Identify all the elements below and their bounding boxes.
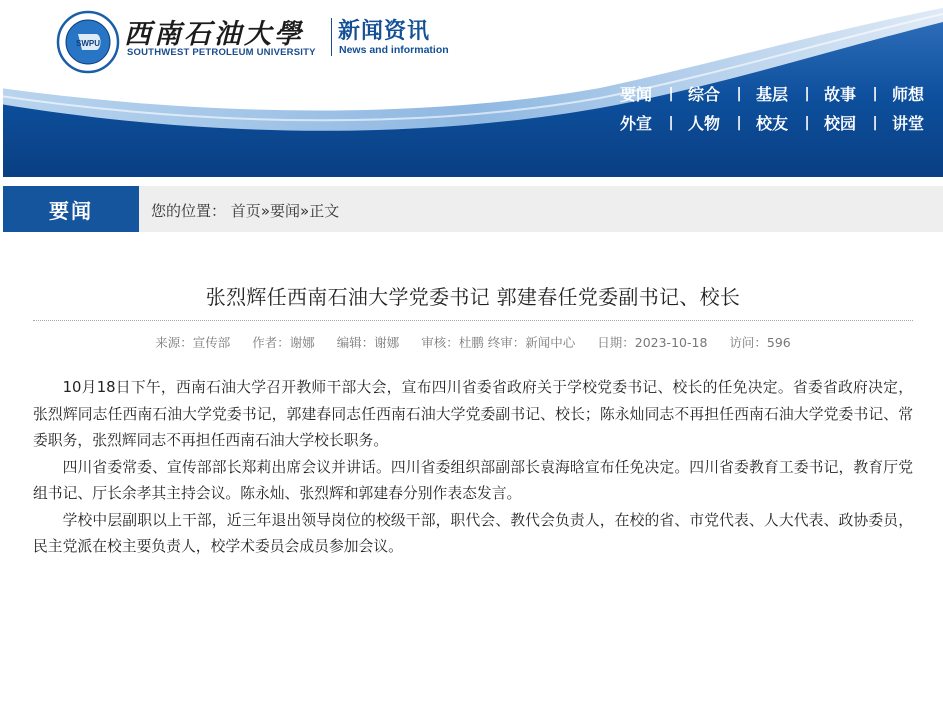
header-divider: [331, 18, 332, 56]
logo-text: SWPU: [76, 39, 100, 48]
article-body: [33, 375, 913, 561]
meta-editor: 编辑：谢娜: [336, 335, 400, 350]
nav-item-jiangtang[interactable]: 讲堂: [892, 114, 925, 133]
nav-item-waixuan[interactable]: 外宣: [620, 114, 653, 133]
breadcrumb-bar: [3, 186, 943, 232]
breadcrumb-arrow: »: [300, 202, 310, 220]
breadcrumb-current: 正文: [309, 202, 340, 220]
meta-visits: 访问：596: [729, 335, 791, 350]
breadcrumb-prefix: 您的位置：: [151, 202, 227, 220]
header-banner: [0, 0, 943, 177]
meta-source: 来源：宣传部: [155, 335, 231, 350]
title-divider: [33, 320, 913, 321]
nav-separator: |: [872, 114, 878, 131]
section-subtitle: News and information: [339, 44, 449, 56]
article-meta: [33, 333, 913, 351]
breadcrumb: [151, 200, 339, 221]
university-cn-name: 西南石油大學: [124, 19, 304, 50]
nav-separator: |: [736, 114, 742, 131]
nav-item-xiaoyou[interactable]: 校友: [756, 114, 789, 133]
university-en-name: SOUTHWEST PETROLEUM UNIVERSITY: [127, 47, 316, 58]
nav-item-shixiang[interactable]: 师想: [892, 85, 925, 104]
breadcrumb-arrow: »: [260, 202, 270, 220]
meta-author: 作者：谢娜: [252, 335, 315, 350]
nav-separator: |: [872, 85, 878, 102]
article-paragraph: 四川省委常委、宣传部部长郑莉出席会议并讲话。四川省委组织部副部长袁海晗宣布任免决定。四川省委教育工委书记，教育厅党组书记、厅长余孝其主持会议。陈永灿、张烈辉和郭建春分别作表态发言。: [33, 458, 913, 502]
nav-item-jiceng[interactable]: 基层: [756, 85, 789, 104]
nav-item-renwu[interactable]: 人物: [688, 114, 721, 133]
nav-separator: |: [804, 114, 810, 131]
article-paragraph: 学校中层副职以上干部，近三年退出领导岗位的校级干部，职代会、教代会负责人，在校的省、市党代表、人大代表、政协委员，民主党派在校主要负责人，校学术委员会成员参加会议。: [33, 511, 913, 555]
nav-separator: |: [668, 85, 674, 102]
current-section-tab: 要闻: [3, 186, 139, 232]
meta-review: 审核：杜鹏: [421, 335, 484, 350]
article-paragraph: 10月18日下午，西南石油大学召开教师干部大会，宣布四川省委省政府关于学校党委书记、校长的任免决定。省委省政府决定，张烈辉同志任西南石油大学党委书记，郭建春同志任西南石油大学党委副书记、校长；陈永灿同志不再担任西南石油大学党委书记、常委职务，张烈辉同志不再担任西南石油大学校长职务。: [33, 379, 913, 449]
meta-final-review: 终审：新闻中心: [487, 335, 576, 350]
university-logo[interactable]: [56, 10, 120, 74]
main-nav: [620, 79, 943, 137]
nav-item-yaowen[interactable]: 要闻: [620, 85, 653, 104]
nav-item-xiaoyuan[interactable]: 校园: [824, 114, 857, 133]
nav-item-zonghe[interactable]: 综合: [688, 85, 721, 104]
nav-separator: |: [668, 114, 674, 131]
nav-row-2: [620, 108, 943, 137]
nav-row-1: [620, 79, 943, 108]
nav-item-gushi[interactable]: 故事: [824, 85, 857, 104]
breadcrumb-home-link[interactable]: 首页: [230, 202, 261, 220]
article-title: 张烈辉任西南石油大学党委书记 郭建春任党委副书记、校长: [205, 285, 741, 309]
nav-separator: |: [736, 85, 742, 102]
nav-separator: |: [804, 85, 810, 102]
section-title: 新闻资讯: [338, 19, 431, 44]
meta-date: 日期：2023-10-18: [597, 335, 708, 350]
breadcrumb-section-link[interactable]: 要闻: [270, 202, 301, 220]
